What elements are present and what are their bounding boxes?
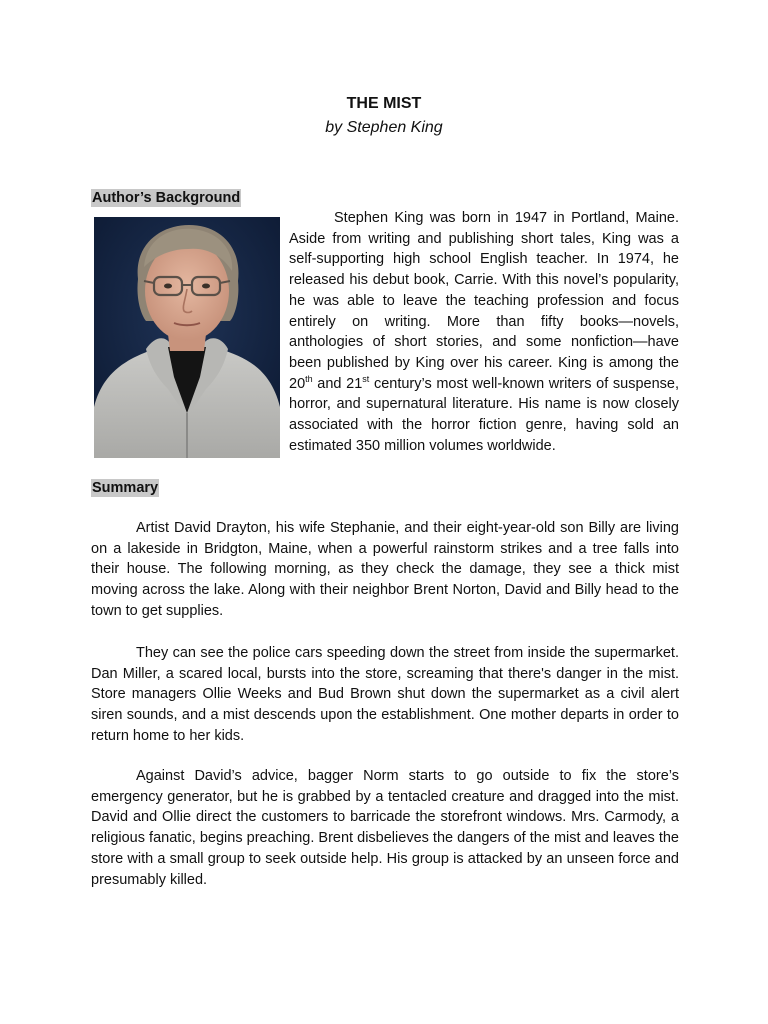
superscript-th: th: [305, 373, 313, 384]
author-bio: [289, 208, 679, 456]
summary-paragraph: Against David’s advice, bagger Norm starts to go outside to fix the store’s emergency generator, but he is grabbed by a tentacled creature and dragged into the mist. David and Ollie direct the customers to barricade the storefront windows. Mrs. Carmody, a religious fanatic, begins preaching. Brent disbelieves the dangers of the mist and leaves the store with a small group to seek outside help. His group is attacked by an unseen force and presumably killed.: [91, 768, 679, 888]
author-bio-text: and 21: [312, 375, 363, 392]
author-bio-text: Stephen King was born in 1947 in Portland, Maine. Aside from writing and publishing short tales, King was a self-supporting high school English teacher. In 1974, he released his debut book, Carrie. With this novel’s popularity, he was able to leave the teaching profession and focus entirely on writing. More than fifty books—novels, anthologies of short stories, and some nonfiction—have been published by King over his career. King is among the 20: [289, 210, 679, 392]
author-photo: [94, 217, 280, 458]
section-heading-author-background: Author’s Background: [92, 190, 241, 206]
summary-paragraph: Artist David Drayton, his wife Stephanie, and their eight-year-old son Billy are living on a lakeside in Bridgton, Maine, when a powerful rainstorm strikes and a tree falls into their house. The following morning, as they check the damage, they see a thick mist moving across the lake. Along with their neighbor Brent Norton, David and Billy head to the town to get supplies.: [91, 520, 679, 619]
document-byline: by Stephen King: [325, 119, 443, 136]
section-heading-summary: Summary: [92, 480, 159, 496]
summary-paragraph: They can see the police cars speeding down the street from inside the supermarket. Dan Miller, a scared local, bursts into the store, screaming that there's danger in the mist. Store managers Ollie Weeks and Bud Brown shut down the supermarket as a civil alert siren sounds, and a mist descends upon the establishment. One mother departs in order to return home to her kids.: [91, 645, 679, 744]
author-bio-text: century’s most well-known writers of suspense, horror, and supernatural literature. His name is now closely associated with the horror fiction genre, having sold an estimated 350 million volumes worldwide.: [289, 375, 679, 454]
document-title: THE MIST: [346, 95, 422, 112]
superscript-st: st: [362, 373, 370, 384]
author-portrait-icon: [94, 217, 280, 458]
